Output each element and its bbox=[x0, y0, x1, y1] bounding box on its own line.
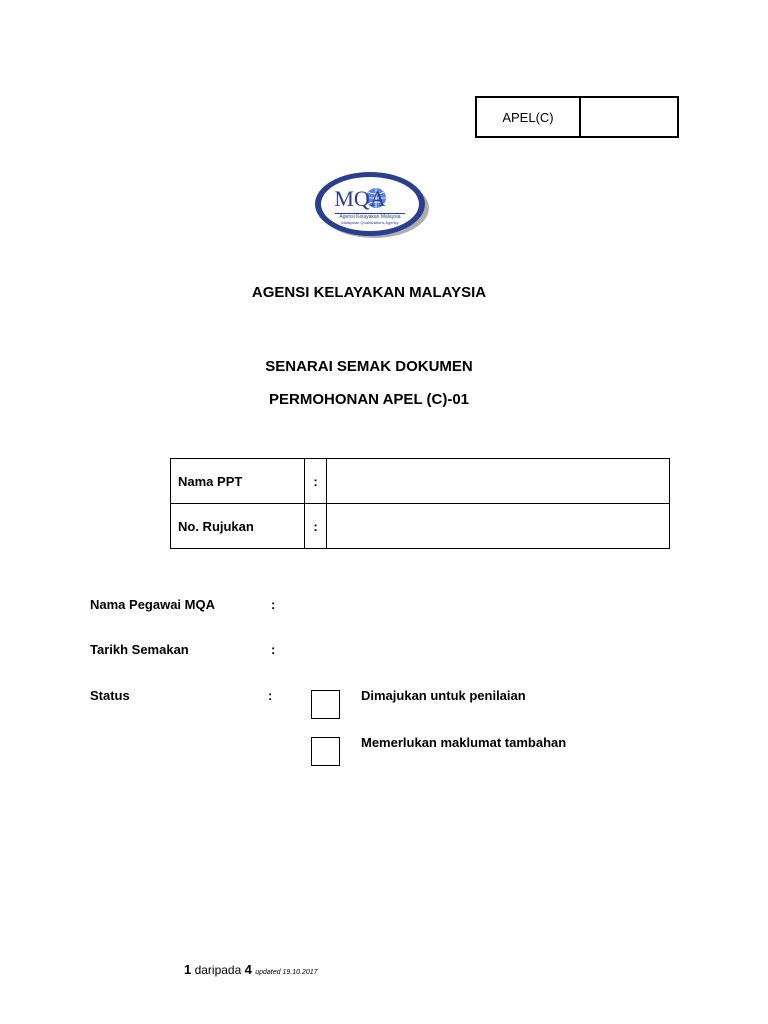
tarikh-colon: : bbox=[271, 642, 276, 657]
tarikh-label: Tarikh Semakan bbox=[90, 642, 189, 657]
no-rujukan-colon: : bbox=[305, 504, 327, 549]
form-code-label: APEL(C) bbox=[477, 98, 581, 136]
updated-date: updated 19.10.2017 bbox=[255, 969, 318, 976]
pegawai-label: Nama Pegawai MQA bbox=[90, 597, 215, 612]
table-row bbox=[171, 504, 670, 549]
logo-subtext-2: Malaysian Qualifications Agency bbox=[341, 220, 399, 225]
page-total: 4 bbox=[244, 962, 252, 977]
mqa-logo bbox=[313, 168, 431, 240]
dimajukan-checkbox[interactable] bbox=[311, 690, 340, 719]
dimajukan-label: Dimajukan untuk penilaian bbox=[361, 688, 526, 703]
document-title: SENARAI SEMAK DOKUMEN bbox=[265, 358, 473, 375]
nama-ppt-label: Nama PPT bbox=[171, 459, 305, 504]
form-code-value[interactable] bbox=[581, 98, 677, 136]
maklumat-tambahan-label: Memerlukan maklumat tambahan bbox=[361, 735, 567, 750]
pegawai-colon: : bbox=[271, 597, 276, 612]
info-table bbox=[170, 458, 670, 549]
logo-subtext-1: Agensi Kelayakan Malaysia bbox=[339, 214, 401, 220]
page-footer bbox=[184, 962, 318, 977]
status-label: Status bbox=[90, 688, 130, 703]
form-code-box bbox=[475, 96, 679, 138]
no-rujukan-label: No. Rujukan bbox=[171, 504, 305, 549]
agency-heading: AGENSI KELAYAKAN MALAYSIA bbox=[251, 284, 487, 301]
nama-ppt-colon: : bbox=[305, 459, 327, 504]
maklumat-tambahan-checkbox[interactable] bbox=[311, 737, 340, 766]
table-row bbox=[171, 459, 670, 504]
no-rujukan-field[interactable] bbox=[327, 504, 670, 549]
nama-ppt-field[interactable] bbox=[327, 459, 670, 504]
page-of-label: daripada bbox=[194, 963, 242, 977]
document-subtitle: PERMOHONAN APEL (C)-01 bbox=[268, 391, 470, 408]
logo-text: MQA bbox=[334, 186, 386, 211]
status-colon: : bbox=[268, 688, 273, 703]
page-number: 1 bbox=[184, 962, 192, 977]
